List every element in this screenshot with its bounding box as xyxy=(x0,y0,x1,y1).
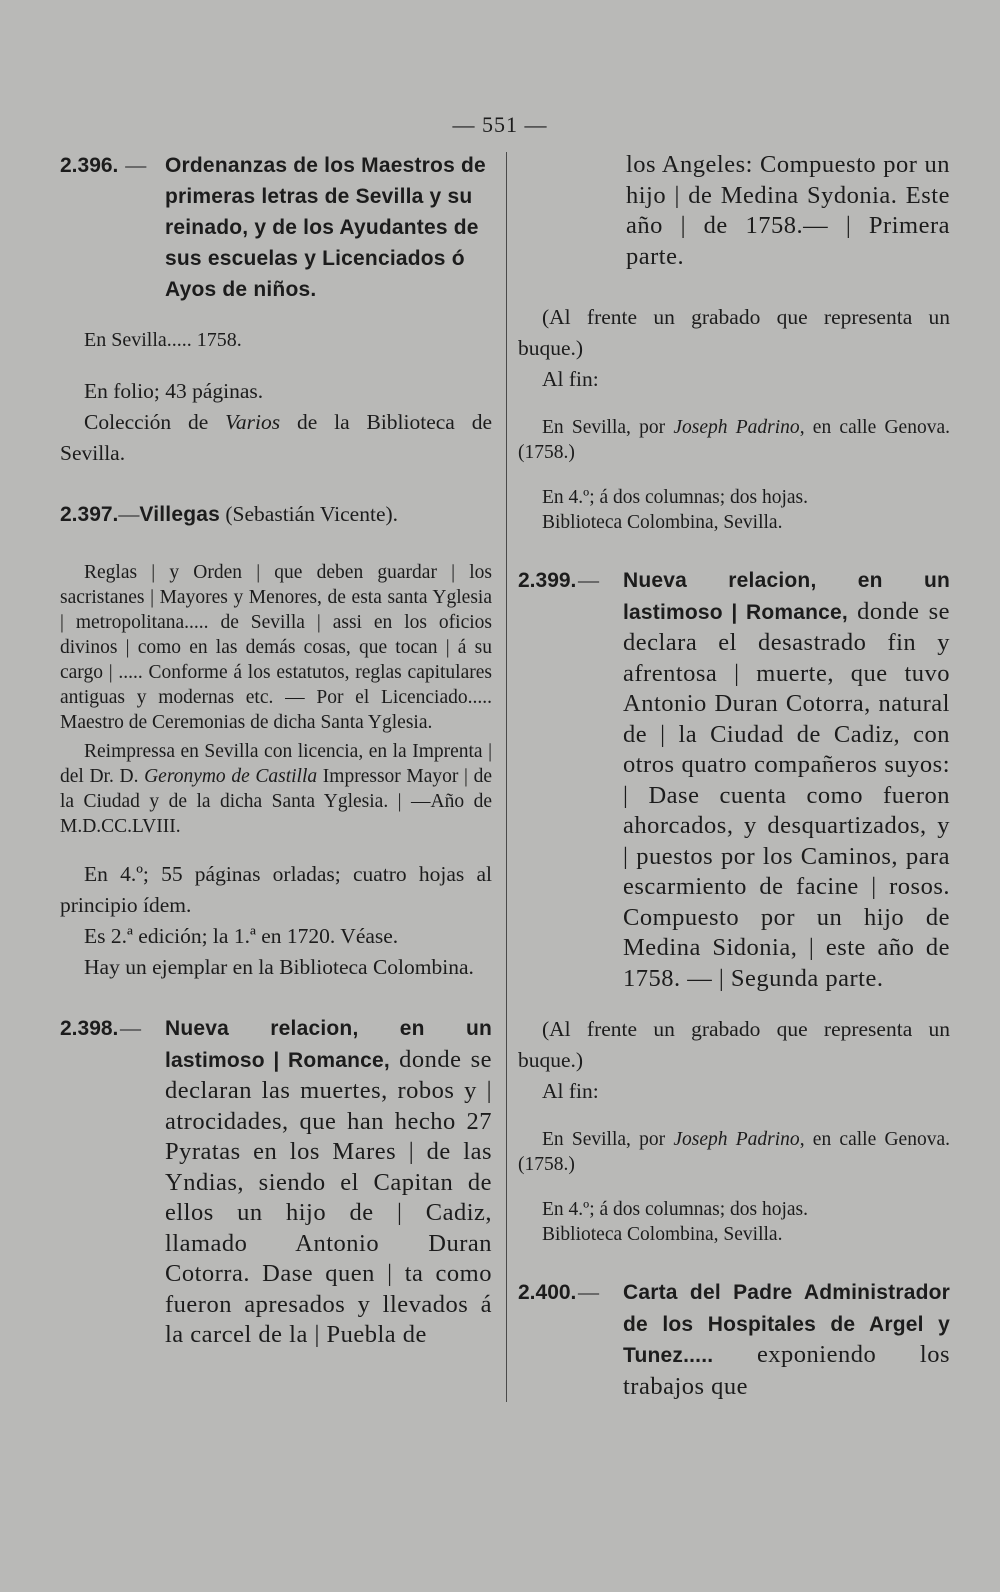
entry-format: En 4.º; á dos columnas; dos hojas. xyxy=(542,1199,809,1220)
entry-2400: 2.400. — Carta del Padre Administrador de los Hospitales de Argel y Tunez..... exponiendo los trabajos que xyxy=(518,1277,950,1402)
entry-2398-continuation: los Angeles: Compuesto por un hijo | de Medina Sydonia. Este año | de 1758.— | Primera parte. xyxy=(626,151,950,270)
entry-2399: 2.399. — Nueva relacion, en un lastimoso | Romance, donde se declara el desastrado fin y afrentosa | muerte, que tuvo Antonio Duran Cotorra, natural de | la Ciudad de Cadiz, con otros quatro compañeros suyos: | Dase cuenta como fueron ahorcados, y desquartizados, y | puestos por los Caminos, para escarmiento de facine | rosos. Compuesto por un hijo de Medina Sidonia, | este año de 1758. — | Segunda parte. (Al frente un grabado que representa un buque.) Al fin: En Sevilla, por Joseph Padrino, en calle Genova. (1758.) En 4.º; á dos columnas; dos hojas. Biblioteca Colombina, Sevilla. xyxy=(518,565,950,1247)
entry-heading: 2.397.—Villegas (Sebastián Vicente). xyxy=(60,502,399,526)
entry-title: Ordenanzas de los Maestros de primeras letras de Sevilla y su reinado, y de los Ayudantes de sus escuelas y Licenciados ó Ayos de niños. xyxy=(165,154,486,301)
entry-reimpression: Reimpressa en Sevilla con licencia, en la Imprenta | del Dr. D. Geronymo de Castilla Impressor Mayor | de la Ciudad y de la dicha Santa Yglesia. | —Año de M.D.CC.LVIII. xyxy=(60,741,493,837)
entry-2396 xyxy=(60,150,492,469)
entry-library: Biblioteca Colombina, Sevilla. xyxy=(542,1224,783,1245)
entry-body: Reglas | y Orden | que deben guardar | los sacristanes | Mayores y Menores, de esta santa Yglesia | metropolitana..... de Sevilla | assi en los oficios divinos | como en las demás cosas, que tocan | á su cargo | ..... Conforme á los estatutos, reglas capitulares antiguas y modernas etc. — Por el Licenciado..... Maestro de Ceremonias de dicha Santa Yglesia. xyxy=(60,562,492,733)
entry-format: En folio; 43 páginas. xyxy=(84,379,264,403)
entry-format: En 4.º; 55 páginas orladas; cuatro hojas al principio ídem. xyxy=(60,862,492,917)
entry-number: 2.400. xyxy=(518,1281,577,1304)
right-column xyxy=(518,150,950,1402)
entry-title: Nueva relacion, en un lastimoso | Romance, donde se declara el desastrado fin y afrentosa | muerte, que tuvo Antonio Duran Cotorra, natural de | la Ciudad de Cadiz, con otros quatro compañeros suyos: | Dase cuenta como fueron ahorcados, y desquartizados, y | puestos por los Caminos, para escarmiento de facine | rosos. Compuesto por un hijo de Medina Sidonia, | este año de 1758. — | Segunda parte. xyxy=(623,569,950,992)
entry-place: En Sevilla..... 1758. xyxy=(84,329,242,351)
entry-title: Carta del Padre Administrador de los Hospitales de Argel y Tunez..... exponiendo los trabajos que xyxy=(623,1281,950,1400)
entry-imprint: En Sevilla, por Joseph Padrino, en calle Genova. (1758.) xyxy=(518,417,950,463)
entry-alfin: Al fin: xyxy=(542,1079,599,1103)
entry-number: 2.396. xyxy=(60,154,119,177)
entry-imprint: En Sevilla, por Joseph Padrino, en calle Genova. (1758.) xyxy=(518,1129,950,1175)
column-divider xyxy=(506,152,507,1402)
entry-engraving-note: (Al frente un grabado que representa un buque.) xyxy=(518,305,950,360)
entry-library: Biblioteca Colombina, Sevilla. xyxy=(542,512,783,533)
entry-copy: Hay un ejemplar en la Biblioteca Colombina. xyxy=(84,955,474,979)
entry-number: 2.397. xyxy=(60,503,119,526)
page-number: — 551 — xyxy=(452,112,548,137)
entry-2397 xyxy=(60,499,492,983)
entry-author: Villegas xyxy=(139,503,220,526)
entry-number: 2.398. xyxy=(60,1017,119,1040)
entry-number: 2.399. xyxy=(518,569,577,592)
entry-title: Nueva relacion, en un lastimoso | Romance, donde se declaran las muertes, robos y | atrocidades, que han hecho 27 Pyratas en los Mares | de las Yndias, siendo el Capitan de ellos un hijo de | Cadiz, llamado Antonio Duran Cotorra. Dase quen | ta como fueron apresados y llevados á la carcel de la | Puebla de xyxy=(165,1017,492,1348)
entry-engraving-note: (Al frente un grabado que representa un buque.) xyxy=(518,1017,950,1072)
entry-collection: Colección de Varios de la Biblioteca de Sevilla. xyxy=(60,410,492,465)
entry-2398: 2.398. — Nueva relacion, en un lastimoso | Romance, donde se declaran las muertes, robos y | atrocidades, que han hecho 27 Pyratas en los Mares | de las Yndias, siendo el Capitan de ellos un hijo de | Cadiz, llamado Antonio Duran Cotorra. Dase quen | ta como fueron apresados y llevados á la carcel de la | Puebla de xyxy=(60,1013,492,1351)
entry-alfin: Al fin: xyxy=(542,367,599,391)
entry-separator: — xyxy=(120,153,152,177)
entry-edition: Es 2.ª edición; la 1.ª en 1720. Véase. xyxy=(84,924,399,948)
left-column xyxy=(60,150,492,1351)
entry-format: En 4.º; á dos columnas; dos hojas. xyxy=(542,487,809,508)
